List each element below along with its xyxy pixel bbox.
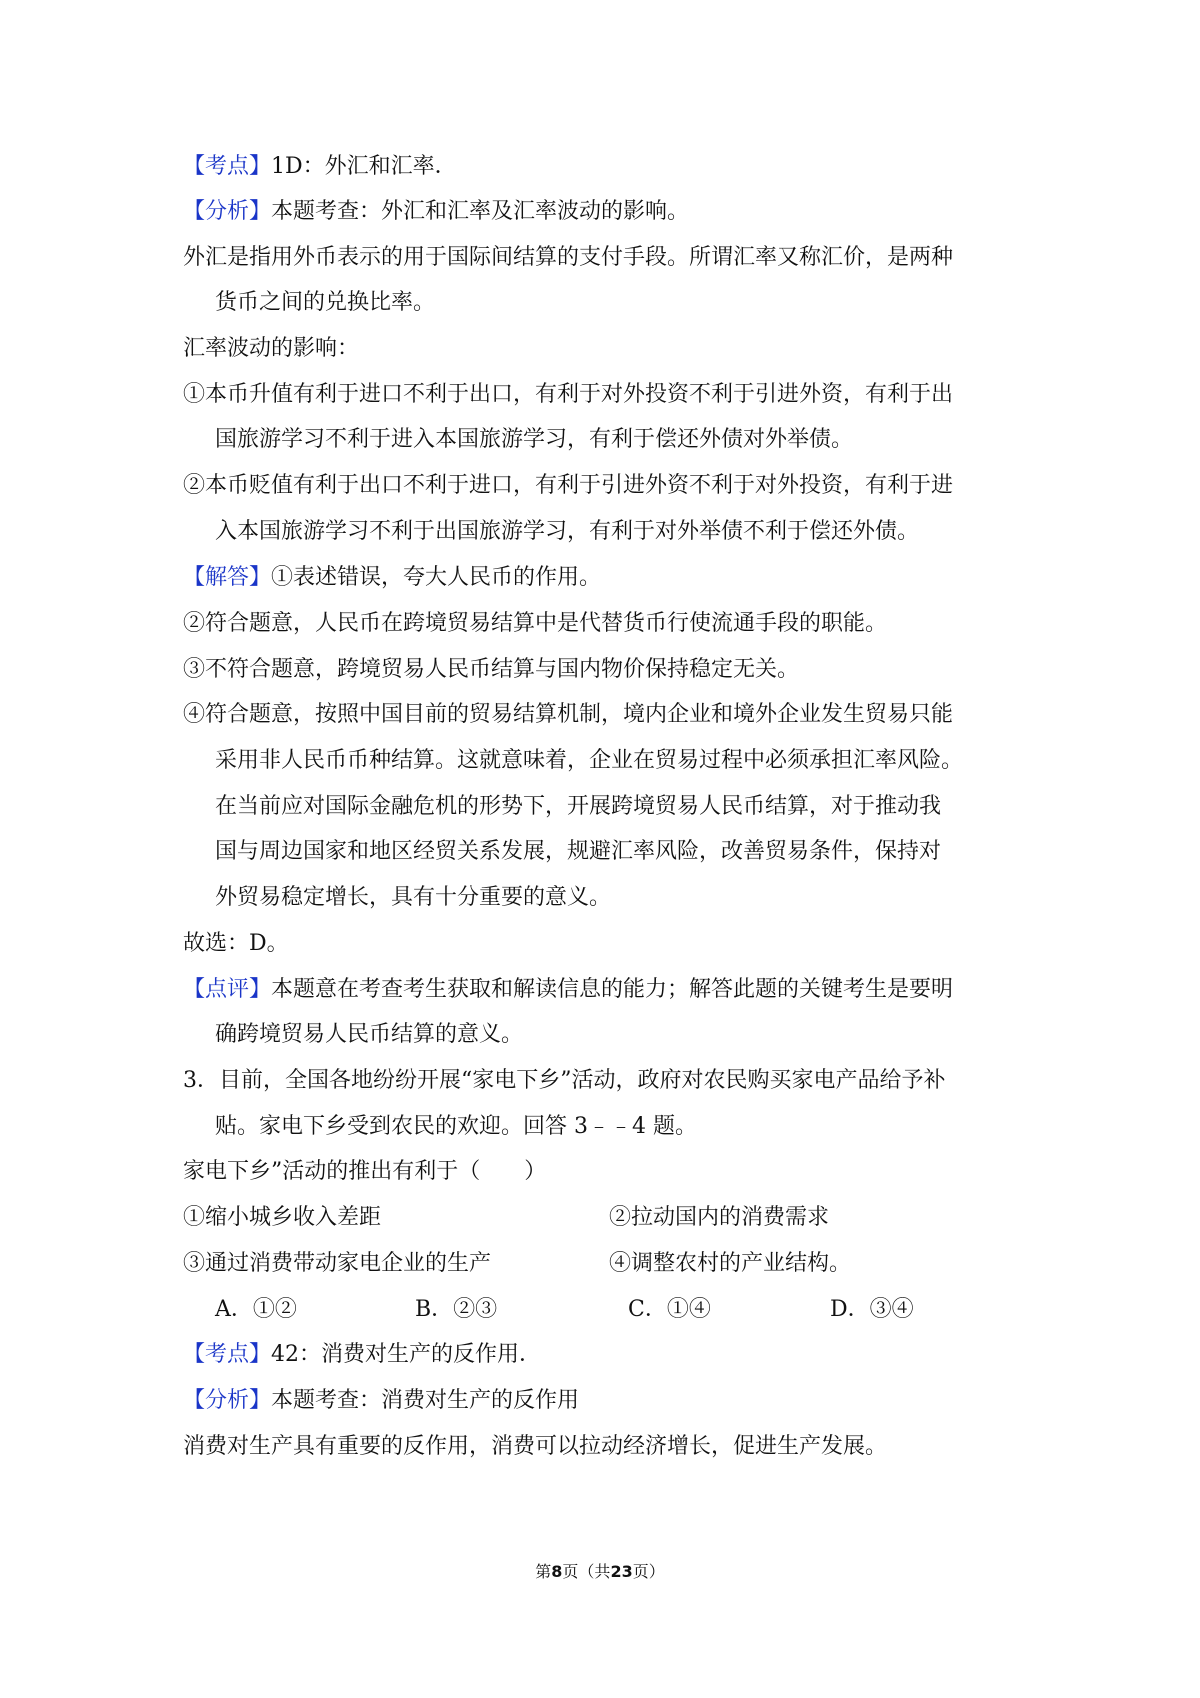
dianping-line-2: 确跨境贸易人民币结算的意义。	[215, 1022, 524, 1047]
question-stem: 家电下乡”活动的推出有利于（ ）	[183, 1159, 547, 1184]
footer-middle: 页（共	[562, 1562, 611, 1581]
final-line: 消费对生产具有重要的反作用，消费可以拉动经济增长，促进生产发展。	[183, 1434, 888, 1459]
impact-1-line-2: 国旅游学习不利于进入本国旅游学习，有利于偿还外债对外举债。	[215, 427, 854, 452]
kaodian-tag: 【考点】	[183, 154, 272, 179]
jieda-tag: 【解答】	[183, 565, 272, 590]
answer-4-line-1: ④符合题意，按照中国目前的贸易结算机制，境内企业和境外企业发生贸易只能	[183, 702, 954, 727]
dianping-line	[183, 975, 953, 1005]
option-b: B．②③	[415, 1297, 498, 1322]
item-1: ①缩小城乡收入差距	[183, 1205, 382, 1230]
choice-line: 故选：D。	[183, 931, 289, 956]
question-3-line-1: 3．目前，全国各地纷纷开展“家电下乡”活动，政府对农民购买家电产品给予补	[183, 1068, 946, 1093]
answer-4-line-2: 采用非人民币币种结算。这就意味着，企业在贸易过程中必须承担汇率风险。	[215, 748, 964, 773]
answer-3: ③不符合题意，跨境贸易人民币结算与国内物价保持稳定无关。	[183, 657, 800, 682]
fenxi-line	[183, 197, 689, 227]
item-3: ③通过消费带动家电企业的生产	[183, 1251, 492, 1276]
definition-line-1: 外汇是指用外币表示的用于国际间结算的支付手段。所谓汇率又称汇价，是两种	[183, 245, 954, 270]
impact-2-line-2: 入本国旅游学习不利于出国旅游学习，有利于对外举债不利于偿还外债。	[215, 519, 920, 544]
answer-4-line-5: 外贸易稳定增长，具有十分重要的意义。	[215, 885, 612, 910]
footer-page-number: 8	[551, 1562, 563, 1581]
item-2: ②拉动国内的消费需求	[609, 1205, 830, 1230]
answer-4-line-4: 国与周边国家和地区经贸关系发展，规避汇率风险，改善贸易条件，保持对	[215, 839, 942, 864]
option-a: A．①②	[215, 1297, 297, 1322]
question-3-line-2: 贴。家电下乡受到农民的欢迎。回答 3﹣﹣4 题。	[215, 1114, 697, 1139]
kaodian-tag-2: 【考点】	[183, 1342, 272, 1367]
impact-1-line-1: ①本币升值有利于进口不利于出口，有利于对外投资不利于引进外资，有利于出	[183, 382, 954, 407]
footer-suffix: 页）	[632, 1562, 665, 1581]
answer-2: ②符合题意，人民币在跨境贸易结算中是代替货币行使流通手段的职能。	[183, 611, 888, 636]
dianping-text: 本题意在考查考生获取和解读信息的能力；解答此题的关键考生是要明	[271, 977, 954, 1002]
footer-total-pages: 23	[610, 1562, 633, 1581]
dianping-tag: 【点评】	[183, 977, 272, 1002]
fenxi-tag-2: 【分析】	[183, 1388, 272, 1413]
kaodian-text: 1D：外汇和汇率．	[271, 154, 457, 179]
answer-4-line-3: 在当前应对国际金融危机的形势下，开展跨境贸易人民币结算，对于推动我	[215, 794, 942, 819]
fenxi-line-2	[183, 1386, 579, 1416]
footer-prefix: 第	[535, 1562, 552, 1581]
impact-2-line-1: ②本币贬值有利于出口不利于进口，有利于引进外资不利于对外投资，有利于进	[183, 473, 954, 498]
kaodian-text-2: 42：消费对生产的反作用．	[271, 1342, 542, 1367]
kaodian-line	[183, 152, 457, 182]
jieda-text: ①表述错误，夸大人民币的作用。	[271, 565, 602, 590]
impact-title: 汇率波动的影响：	[183, 336, 360, 361]
item-4: ④调整农村的产业结构。	[609, 1251, 852, 1276]
fenxi-text: 本题考查：外汇和汇率及汇率波动的影响。	[271, 199, 690, 224]
fenxi-tag: 【分析】	[183, 199, 272, 224]
option-c: C．①④	[628, 1297, 711, 1322]
fenxi-text-2: 本题考查：消费对生产的反作用	[271, 1388, 580, 1413]
option-d: D．③④	[830, 1297, 914, 1322]
jieda-line	[183, 563, 601, 593]
kaodian-line-2	[183, 1340, 541, 1370]
definition-line-2: 货币之间的兑换比率。	[215, 290, 436, 315]
page-footer	[0, 1561, 1200, 1583]
